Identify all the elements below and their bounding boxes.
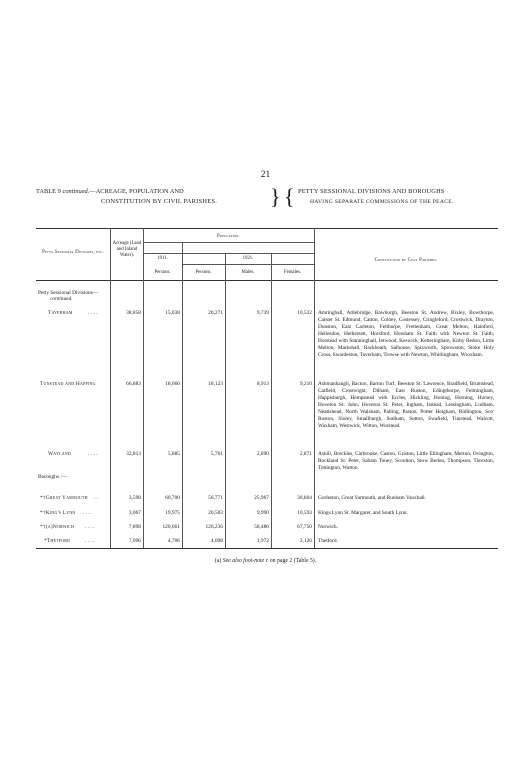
row-constitution: Thetford.	[318, 538, 338, 544]
row-persons-1921: 20,271	[208, 310, 223, 316]
row-constitution: Ashmanhaugh, Bacton, Barton Turf, Beeston St. Lawrence, Bradfield, Brumstead, Catfield, Crostwight, Dilham, East Ruston, Edingthorpe, Felmingham, Happisburgh, Hempstead with Eccles, Hickling, Honing, Horning, Horsey, Hoveton St. John, Hoveton St. Peter, Ingham, Irstead, Lessingham, Ludham, Neatishead, North Walsham, Palling, Paston, Potter Heigham, Ridlington, Sco' Ruston, Sloley, Smallburgh, Stalham, Sutton, Swafield, Tunstead, Walcott, Waxham, Westwick, Witton, Worstead.	[318, 381, 494, 429]
row-males: 25,967	[254, 495, 269, 501]
row-males: 2,890	[256, 451, 269, 457]
population-subheader-rule	[143, 242, 314, 243]
row-name: Tunstead and Happing	[40, 381, 96, 387]
footnote-marker: (a)	[214, 558, 222, 564]
row-females: 9,210	[299, 381, 312, 387]
row-name: *†King's Lynn	[40, 510, 76, 516]
row-name: *†Great Yarmouth	[40, 495, 88, 501]
row-name: *Thetford	[44, 538, 71, 544]
column-divider	[225, 253, 226, 548]
table-heading	[36, 186, 498, 216]
column-divider	[182, 242, 183, 548]
row-females: 2,871	[299, 451, 312, 457]
row-constitution: Kings Lynn St. Margaret, and South Lynn.	[318, 510, 408, 516]
row-acreage: 3,067	[128, 510, 141, 516]
header-division: Petty Sessional Divisions, etc.	[42, 250, 104, 255]
row-acreage: 32,813	[126, 451, 141, 457]
row-males: 9,990	[256, 510, 269, 516]
row-name: Wayland	[48, 451, 72, 457]
row-leader: . . . .	[85, 524, 95, 530]
row-persons-1911: 60,700	[165, 495, 180, 501]
header-males: Males.	[241, 270, 255, 275]
row-name: Taverham	[48, 310, 73, 316]
row-persons-1911: 4,706	[167, 538, 180, 544]
row-persons-1911: 18,060	[165, 381, 180, 387]
sex-subheader-rule	[182, 264, 314, 265]
row-leader: . .	[94, 495, 99, 501]
row-acreage: 66,883	[126, 381, 141, 387]
row-persons-1911: 5,885	[167, 451, 180, 457]
footnote	[0, 558, 531, 564]
row-persons-1911: 19,975	[165, 510, 180, 516]
row-constitution: Norwich.	[318, 524, 338, 530]
table-number: TABLE 9	[36, 188, 61, 195]
footnote-see: See also foot-note	[222, 558, 265, 564]
row-name: *†(a)Norwich	[40, 524, 75, 530]
row-females: 10,593	[297, 510, 312, 516]
row-females: 2,126	[299, 538, 312, 544]
header-persons-1921: Persons.	[195, 270, 212, 275]
header-year-1921: 1921.	[242, 256, 254, 261]
row-females: 30,804	[297, 495, 312, 501]
header-bottom-rule	[36, 280, 498, 281]
row-persons-1921: 126,236	[205, 524, 223, 530]
title-left-line1: —ACREAGE, POPULATION AND	[89, 188, 184, 195]
row-leader: . . . .	[88, 310, 98, 316]
row-leader: . . . .	[88, 451, 98, 457]
title-left-line2: CONSTITUTION BY CIVIL PARISHES.	[101, 198, 218, 205]
row-persons-1921: 20,583	[208, 510, 223, 516]
header-acreage: Acreage (Land and Inland Water).	[112, 241, 142, 258]
row-constitution: Ashill, Breckles, Carbrooke, Caston, Griston, Little Ellingham, Merton, Ovington, Rockland St. Peter, Saham Toney, Scoulton, Stow Bedon, Thompson, Threxton, Tottington, Watton.	[318, 451, 494, 471]
row-persons-1911: 120,661	[162, 524, 180, 530]
header-constitution: Constitution by Civil Parishes.	[374, 258, 438, 263]
row-persons-1921: 4,098	[210, 538, 223, 544]
column-divider	[314, 228, 315, 548]
closing-brace-icon: }	[270, 184, 281, 209]
title-left	[36, 187, 271, 207]
row-constitution: Amringhall, Attlebridge, Bawburgh, Beeston St. Andrew, Bixley, Bowthorpe, Caister St. Edmund, Catton, Colney, Costessey, Cringleford, Crostwick, Drayton, Dunston, East Carleton, Felthorpe, Frettenham, Great Melton, Hainford, Hellesdon, Hethersett, Horsford, Horsham St. Faith with Newton St. Faith, Horstead with Stanninghall, Intwood, Keswick, Ketteringham, Kirby Bedon, Little Melton, Markshall, Rackheath, Salhouse, Spixworth, Sprowston, Stoke Holy Cross, Swardeston, Taverham, Trowse with Newton, Whitlingham, Wroxham.	[318, 310, 494, 358]
row-females: 10,532	[297, 310, 312, 316]
row-acreage: 7,898	[128, 524, 141, 530]
group-label-continued: continued.	[50, 296, 73, 302]
opening-brace-icon: {	[284, 184, 295, 209]
header-persons-1911: Persons.	[154, 270, 171, 275]
row-males: 8,913	[256, 381, 269, 387]
header-population: Population.	[217, 234, 240, 239]
header-year-1911: 1911.	[157, 256, 168, 261]
title-right-line2: HAVING SEPARATE COMMISSIONS OF THE PEACE.	[310, 199, 454, 205]
row-acreage: 38,858	[126, 310, 141, 316]
row-females: 67,750	[297, 524, 312, 530]
continued-marker: continued.	[62, 188, 90, 195]
row-acreage: 7,096	[128, 538, 141, 544]
row-persons-1921: 18,123	[208, 381, 223, 387]
row-persons-1921: 5,761	[210, 451, 223, 457]
row-males: 58,486	[254, 524, 269, 530]
column-divider	[271, 253, 272, 548]
header-females: Females.	[283, 270, 302, 275]
row-leader: . . . .	[85, 538, 95, 544]
table-top-rule	[36, 228, 498, 229]
row-males: 9,739	[256, 310, 269, 316]
row-males: 1,972	[256, 538, 269, 544]
footnote-text: c on page 2 (Table 5).	[265, 558, 317, 564]
group-label-boroughs: Boroughs :—	[38, 474, 68, 480]
row-persons-1921: 56,771	[208, 495, 223, 501]
row-acreage: 3,598	[128, 495, 141, 501]
title-right	[298, 187, 503, 207]
row-persons-1911: 15,038	[165, 310, 180, 316]
table-bottom-rule	[36, 548, 498, 549]
year-subheader-rule	[143, 253, 314, 254]
group-label-petty: Petty Sessional Divisions—	[38, 290, 99, 296]
row-leader: . . . .	[83, 510, 93, 516]
title-right-line1: PETTY SESSIONAL DIVISIONS AND BOROUGHS	[298, 188, 445, 195]
page-number: 21	[260, 170, 271, 180]
row-constitution: Gorleston, Great Yarmouth, and Runham Vauxhall.	[318, 495, 426, 501]
